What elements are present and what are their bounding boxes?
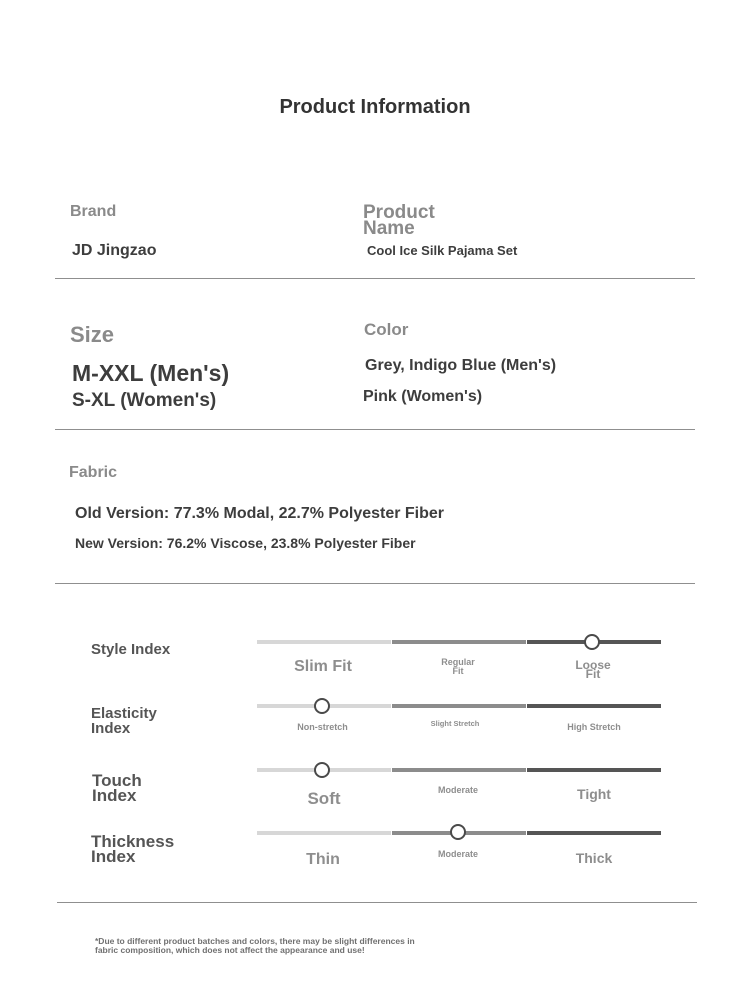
fabric-old-version: Old Version: 77.3% Modal, 22.7% Polyester Fiber [75, 505, 445, 522]
divider [55, 278, 695, 279]
footnote: *Due to different product batches and colors, there may be slight differences in fabric composition, which does not affect the appearance and use! [95, 936, 415, 955]
size-value-women: S-XL (Women's) [72, 390, 217, 411]
color-value-men: Grey, Indigo Blue (Men's) [365, 357, 557, 374]
elasticity-option-slight: Slight Stretch [430, 719, 480, 728]
color-value-women: Pink (Women's) [363, 388, 483, 405]
style-index-label: Style Index [91, 641, 171, 658]
thickness-track-thin [257, 831, 391, 835]
thickness-option-moderate: Moderate [437, 849, 478, 859]
touch-option-tight: Tight [577, 786, 611, 802]
divider [57, 902, 697, 903]
style-option-regular: Regular Fit [441, 657, 475, 676]
elasticity-option-non-stretch: Non-stretch [297, 722, 348, 732]
thickness-option-thick: Thick [575, 850, 613, 866]
touch-track-moderate [392, 768, 526, 772]
touch-index-label: Touch Index [92, 771, 142, 805]
thickness-track-thick [527, 831, 661, 835]
color-label: Color [364, 320, 409, 339]
brand-label: Brand [70, 203, 117, 220]
thickness-option-thin: Thin [306, 851, 340, 868]
style-track-slim [257, 640, 391, 644]
size-label: Size [70, 322, 115, 347]
elasticity-index-slider-knob[interactable] [314, 698, 330, 714]
size-value-men: M-XXL (Men's) [72, 360, 230, 386]
style-track-regular [392, 640, 526, 644]
style-option-slim: Slim Fit [294, 658, 352, 675]
thickness-index-slider-knob[interactable] [450, 824, 466, 840]
touch-option-moderate: Moderate [437, 785, 478, 795]
style-index-slider-knob[interactable] [584, 634, 600, 650]
product-name-value: Cool Ice Silk Pajama Set [367, 243, 518, 258]
fabric-new-version: New Version: 76.2% Viscose, 23.8% Polyester Fiber [75, 535, 416, 551]
touch-index-slider-knob[interactable] [314, 762, 330, 778]
elasticity-track-slight [392, 704, 526, 708]
elasticity-index-label: Elasticity Index [91, 705, 157, 737]
brand-value: JD Jingzao [72, 242, 157, 259]
page-title: Product Information [279, 96, 471, 118]
touch-option-soft: Soft [307, 789, 341, 808]
divider [55, 583, 695, 584]
fabric-label: Fabric [69, 464, 118, 481]
elasticity-option-high: High Stretch [567, 722, 621, 732]
elasticity-track-high [527, 704, 661, 708]
style-option-loose: Loose Fit [575, 658, 611, 681]
divider [55, 429, 695, 430]
thickness-index-label: Thickness Index [91, 832, 175, 866]
touch-track-tight [527, 768, 661, 772]
product-name-label: Product Name [363, 202, 435, 239]
